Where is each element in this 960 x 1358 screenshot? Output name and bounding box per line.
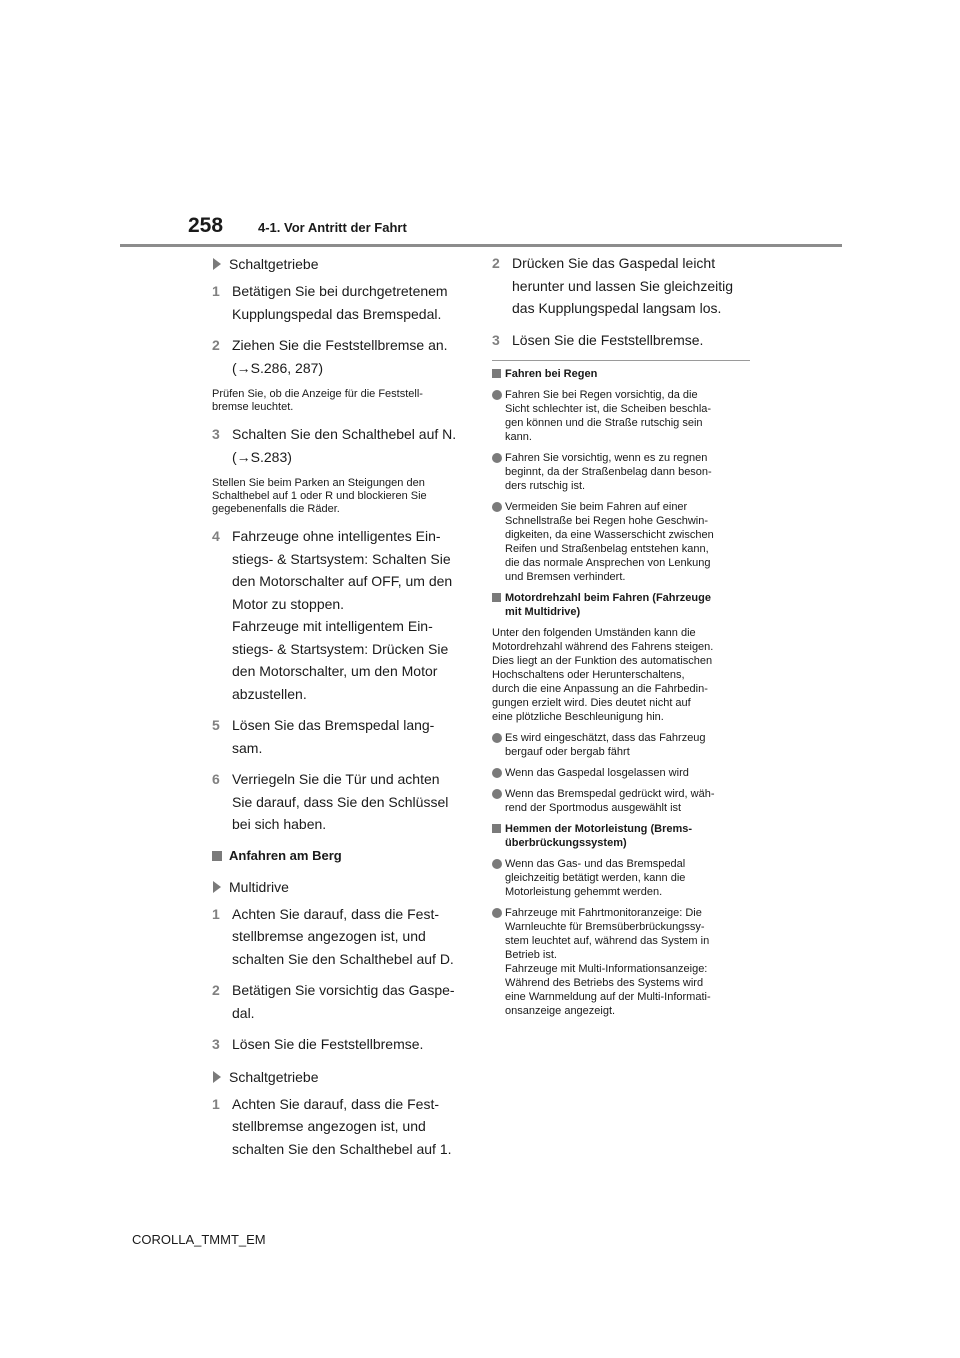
step-item — [212, 768, 474, 836]
text-line: Betätigen Sie bei durchgetretenem — [232, 283, 448, 299]
text-line: Betätigen Sie vorsichtig das Gaspe- — [232, 982, 455, 998]
sub-heading — [212, 1065, 474, 1089]
sub-heading-label: Multidrive — [229, 878, 289, 895]
footer-code: COROLLA_TMMT_EM — [132, 1232, 266, 1247]
circle-bullet-icon — [492, 502, 502, 512]
text-line: Fahrzeuge mit Multi-Informationsanzeige: — [505, 963, 708, 975]
step-number: 2 — [212, 337, 220, 353]
text-line: die das normale Ansprechen von Lenkung — [505, 557, 711, 569]
text-line: ders rutschig ist. — [505, 480, 586, 492]
right-column — [492, 252, 754, 1025]
sub-heading — [212, 252, 474, 276]
text-line: den Motorschalter auf OFF, um den — [232, 573, 453, 589]
step-number: 1 — [212, 283, 220, 299]
text-line: abzustellen. — [232, 685, 307, 702]
text-line: Hochschaltens oder Herunterschaltens, — [492, 669, 685, 681]
sub-heading-label: Schaltgetriebe — [229, 1068, 319, 1085]
note-text — [212, 477, 474, 516]
text-line: Verriegeln Sie die Tür und achten — [232, 771, 440, 787]
text-line: Wenn das Gas- und das Bremspedal — [505, 858, 686, 870]
circle-bullet-icon — [492, 789, 502, 799]
text-line: Während des Betriebs des Systems wird — [505, 977, 704, 989]
step-number: 6 — [212, 771, 220, 787]
text-line: Hemmen der Motorleistung (Brems- — [505, 823, 693, 835]
step-number: 2 — [492, 255, 500, 271]
text-line: Fahrzeuge mit Fahrtmonitoranzeige: Die — [505, 907, 702, 919]
text-line: Schnellstraße bei Regen hohe Geschwin- — [505, 515, 709, 527]
text-line: Achten Sie darauf, dass die Fest- — [232, 1095, 439, 1112]
text-line: Es wird eingeschätzt, dass das Fahrzeug — [505, 732, 706, 744]
text-line: (→S.286, 287) — [232, 359, 324, 376]
section-heading-label: Fahren bei Regen — [505, 368, 598, 380]
step-number: 2 — [212, 982, 220, 998]
text-line: rend der Sportmodus ausgewählt ist — [505, 802, 682, 814]
step-number: 3 — [492, 331, 500, 348]
square-bullet-icon — [212, 851, 222, 861]
step-number: 5 — [212, 717, 220, 733]
circle-bullet-icon — [492, 453, 502, 463]
text-line: mit Multidrive) — [505, 606, 581, 618]
text-line: stiegs- & Startsystem: Drücken Sie — [232, 640, 449, 657]
triangle-icon — [213, 1071, 221, 1083]
text-line: Wenn das Gaspedal losgelassen wird — [505, 767, 689, 779]
text-line: Wenn das Bremspedal gedrückt wird, wäh- — [505, 788, 715, 800]
sub-heading-label: Schaltgetriebe — [229, 256, 319, 272]
text-line: onsanzeige angezeigt. — [505, 1005, 616, 1017]
text-line: Drücken Sie das Gaspedal leicht — [512, 255, 716, 271]
text-line: stellbremse angezogen ist, und — [232, 928, 426, 944]
text-line: Schalten Sie den Schalthebel auf N. — [232, 426, 457, 442]
text-line: Lösen Sie die Feststellbremse. — [232, 1036, 424, 1052]
step-item — [212, 1033, 474, 1056]
text-line: den Motorschalter, um den Motor — [232, 663, 438, 679]
text-line: kann. — [505, 431, 532, 443]
text-line: durch die eine Anpassung an die Fahrbedin- — [492, 683, 708, 695]
text-line: Motordrehzahl während des Fahrens steigen. — [492, 641, 714, 653]
step-item — [212, 1093, 474, 1161]
bullet-item — [492, 388, 754, 444]
page-number: 258 — [188, 214, 224, 237]
text-line: bremse leuchtet. — [212, 401, 294, 413]
text-line: (→S.283) — [232, 448, 292, 465]
text-line: eine plötzliche Beschleunigung hin. — [492, 711, 664, 723]
step-item — [212, 903, 474, 971]
step-number: 1 — [212, 1095, 220, 1112]
text-line: Warnleuchte für Bremsüberbrückungssy- — [505, 921, 705, 933]
text-line: gleichzeitig betätigt werden, kann die — [505, 872, 686, 884]
text-line: gen können und die Straße rutschig sein — [505, 417, 703, 429]
step-item — [212, 280, 474, 325]
bullet-item — [492, 500, 754, 584]
text-line: gungen erzielt wird. Dies deutet nicht auf — [492, 697, 691, 709]
text-line: Fahren Sie bei Regen vorsichtig, da die — [505, 389, 698, 401]
text-line: stiegs- & Startsystem: Schalten Sie — [232, 550, 451, 567]
step-item — [212, 423, 474, 468]
triangle-icon — [213, 258, 221, 270]
text-line: digkeiten, da eine Wasserschicht zwischen — [505, 529, 714, 541]
text-line: bei sich haben. — [232, 816, 327, 832]
square-bullet-icon — [492, 369, 501, 378]
text-line: Motor zu stoppen. — [232, 595, 345, 612]
text-line: Achten Sie darauf, dass die Fest- — [232, 905, 439, 922]
text-line: bergauf oder bergab fährt — [505, 746, 630, 758]
text-line: Ziehen Sie die Feststellbremse an. — [232, 337, 448, 353]
step-number: 3 — [212, 426, 220, 442]
step-item — [492, 252, 754, 320]
text-line: Prüfen Sie, ob die Anzeige für die Feststell- — [212, 388, 423, 400]
bullet-item — [492, 906, 754, 1018]
header-rule — [120, 244, 842, 247]
text-line: stellbremse angezogen ist, und — [232, 1118, 426, 1134]
circle-bullet-icon — [492, 768, 502, 778]
text-line: stem leuchtet auf, während das System in — [505, 935, 710, 947]
text-line: Sie darauf, dass Sie den Schlüssel — [232, 793, 449, 810]
section-divider — [492, 360, 750, 361]
bullet-item — [492, 451, 754, 493]
text-line: Fahren Sie vorsichtig, wenn es zu regnen — [505, 452, 708, 464]
circle-bullet-icon — [492, 390, 502, 400]
circle-bullet-icon — [492, 859, 502, 869]
text-line: Kupplungspedal das Bremspedal. — [232, 305, 442, 322]
step-number: 1 — [212, 905, 220, 922]
left-column — [212, 252, 474, 1169]
text-line: schalten Sie den Schalthebel auf 1. — [232, 1140, 452, 1157]
section-heading — [492, 367, 754, 381]
step-item — [212, 525, 474, 705]
text-line: Reifen und Straßenbelag entstehen kann, — [505, 543, 709, 555]
square-bullet-icon — [492, 824, 501, 833]
text-line: Fahrzeuge mit intelligentem Ein- — [232, 618, 433, 634]
bullet-item — [492, 787, 754, 815]
bullet-item — [492, 857, 754, 899]
text-line: sam. — [232, 739, 263, 756]
bullet-item — [492, 731, 754, 759]
text-line: dal. — [232, 1004, 255, 1021]
text-line: Sicht schlechter ist, die Scheiben beschla- — [505, 403, 712, 415]
text-line: Vermeiden Sie beim Fahren auf einer — [505, 501, 688, 513]
text-line: und Bremsen verhindert. — [505, 571, 626, 583]
step-item — [212, 334, 474, 379]
section-title: 4-1. Vor Antritt der Fahrt — [258, 220, 407, 235]
text-line: Stellen Sie beim Parken an Steigungen den — [212, 477, 425, 489]
text-line: das Kupplungspedal langsam los. — [512, 300, 722, 316]
text-line: überbrückungssystem) — [505, 837, 627, 849]
step-item — [212, 979, 474, 1024]
circle-bullet-icon — [492, 908, 502, 918]
text-line: Motordrehzahl beim Fahren (Fahrzeuge — [505, 592, 711, 604]
section-heading — [492, 591, 754, 619]
text-line: Unter den folgenden Umständen kann die — [492, 627, 696, 639]
section-heading — [212, 845, 474, 867]
step-item — [212, 714, 474, 759]
text-line: schalten Sie den Schalthebel auf D. — [232, 950, 454, 967]
text-line: Dies liegt an der Funktion des automatischen — [492, 655, 713, 667]
triangle-icon — [213, 881, 221, 893]
text-line: beginnt, da der Straßenbelag dann beson- — [505, 466, 712, 478]
text-line: herunter und lassen Sie gleichzeitig — [512, 277, 734, 294]
text-line: Schalthebel auf 1 oder R und blockieren Sie — [212, 490, 427, 502]
step-number: 4 — [212, 528, 220, 544]
circle-bullet-icon — [492, 733, 502, 743]
text-line: Fahrzeuge ohne intelligentes Ein- — [232, 528, 441, 544]
text-line: eine Warnmeldung auf der Multi-Informati- — [505, 991, 711, 1003]
step-number: 3 — [212, 1036, 220, 1052]
paragraph — [492, 626, 754, 724]
sub-heading — [212, 875, 474, 899]
section-heading-label: Anfahren am Berg — [229, 847, 342, 863]
text-line: Lösen Sie die Feststellbremse. — [512, 331, 704, 348]
note-text — [212, 388, 474, 414]
bullet-item — [492, 766, 754, 780]
text-line: Betrieb ist. — [505, 949, 557, 961]
square-bullet-icon — [492, 593, 501, 602]
step-item — [492, 329, 754, 352]
text-line: Motorleistung gehemmt werden. — [505, 886, 663, 898]
section-heading — [492, 822, 754, 850]
text-line: Lösen Sie das Bremspedal lang- — [232, 717, 435, 733]
text-line: gegebenenfalls die Räder. — [212, 503, 340, 515]
